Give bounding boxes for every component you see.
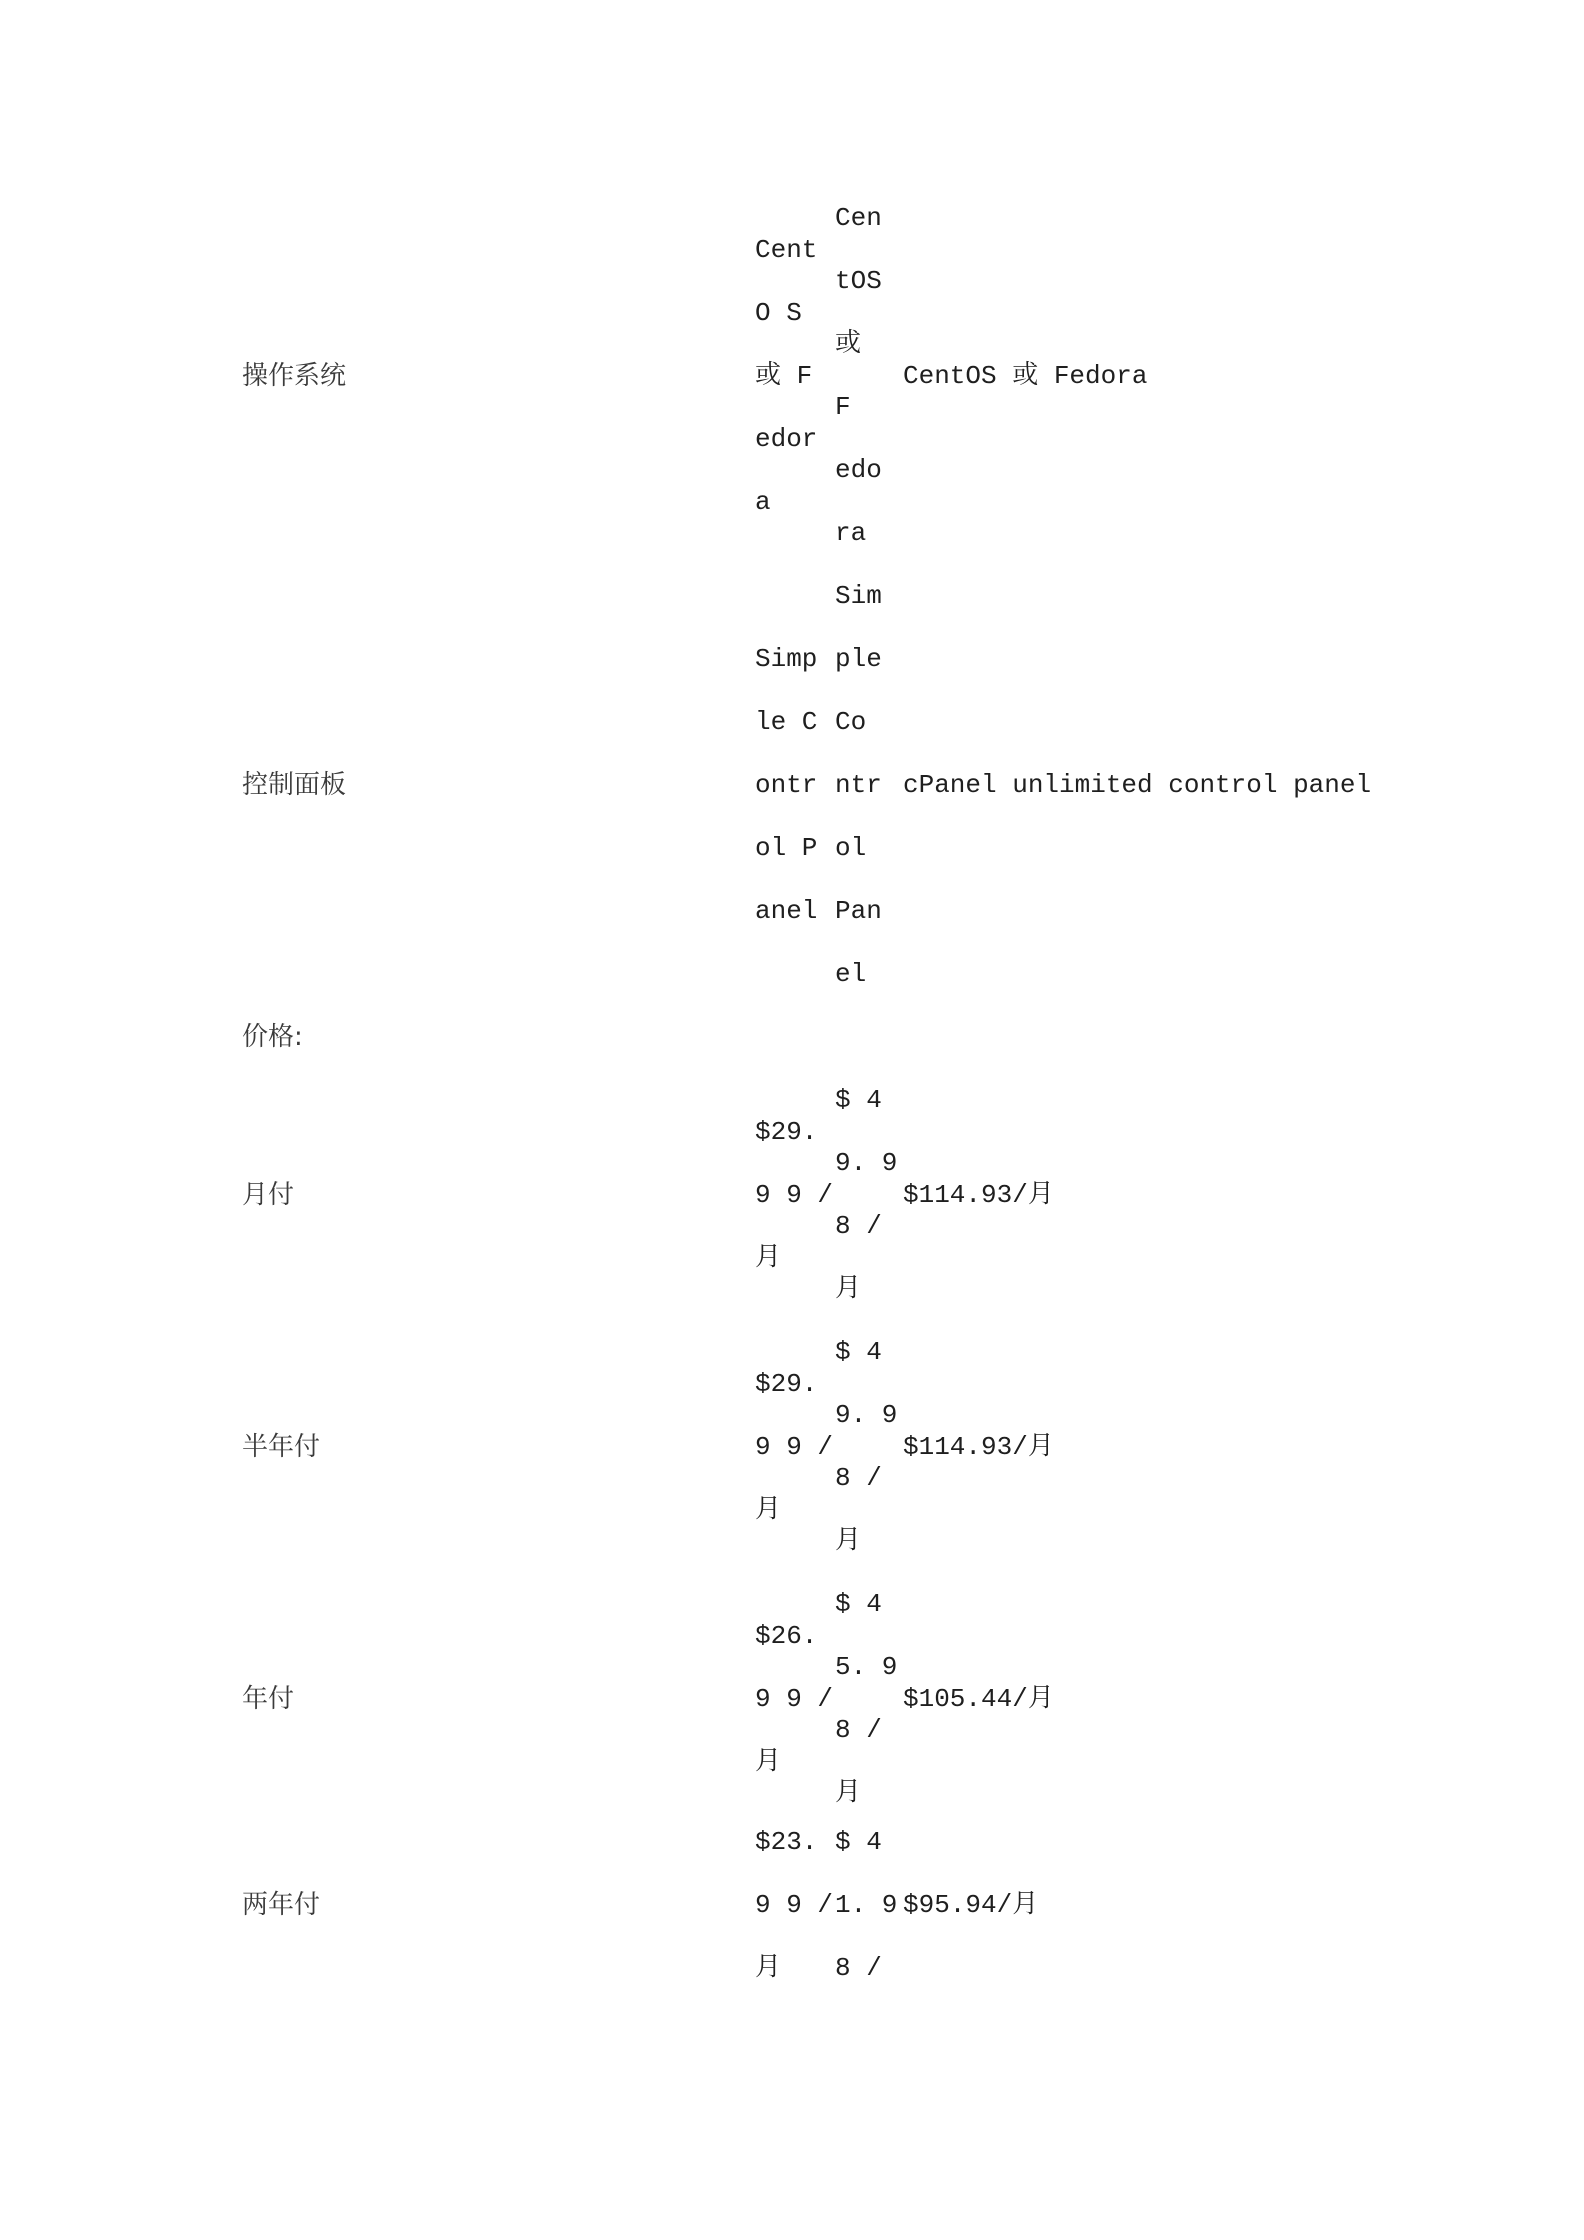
table-row-biennial bbox=[242, 1825, 1542, 1985]
cell-line: $23. bbox=[755, 1826, 818, 1857]
cell-line: el bbox=[835, 959, 867, 989]
plan3-cell bbox=[903, 1006, 1523, 1069]
cell-line: 5. 9 bbox=[835, 1652, 898, 1682]
cell-line: anel bbox=[755, 896, 818, 926]
plan3-cell bbox=[903, 1825, 1523, 1985]
plan3-cell bbox=[903, 1069, 1523, 1321]
plan3-cell bbox=[903, 1573, 1523, 1825]
row-label: 两年付 bbox=[242, 1889, 321, 1920]
cell-line: $ 4 bbox=[835, 1826, 882, 1857]
row-label: 月付 bbox=[242, 1179, 295, 1210]
cell-line: 月 bbox=[755, 1746, 782, 1777]
cell-line: 8 / bbox=[835, 1952, 882, 1983]
comparison-table bbox=[242, 187, 1542, 1985]
table-row-semiannual bbox=[242, 1321, 1542, 1573]
cell-line: ple bbox=[835, 644, 882, 674]
cell-line: $29. bbox=[755, 1116, 818, 1147]
cell-line: tOS bbox=[835, 266, 882, 296]
row-label-cell bbox=[242, 1006, 755, 1069]
plan2-cell bbox=[835, 1321, 903, 1573]
cell-line: 月 bbox=[755, 1952, 782, 1983]
table-row-os bbox=[242, 187, 1542, 565]
cell-line: 月 bbox=[835, 1526, 862, 1556]
cell-line: 9. 9 bbox=[835, 1400, 898, 1430]
cell-line: a bbox=[755, 486, 771, 517]
row-label: 年付 bbox=[242, 1683, 295, 1714]
cell-line: 9. 9 bbox=[835, 1148, 898, 1178]
cell-line: O S bbox=[755, 297, 802, 328]
row-label: 操作系统 bbox=[242, 360, 347, 391]
cell-line: ontr bbox=[755, 770, 818, 800]
cell-line: ra bbox=[835, 518, 867, 548]
cell-line: 1. 9 bbox=[835, 1889, 898, 1920]
cell-line: 8 / bbox=[835, 1211, 882, 1241]
cell-line: Pan bbox=[835, 896, 882, 926]
plan1-cell bbox=[755, 1573, 835, 1825]
row-label: 价格: bbox=[242, 1022, 303, 1052]
row-label: 控制面板 bbox=[242, 770, 347, 800]
cell-line: CentOS 或 Fedora bbox=[903, 360, 1148, 391]
row-label-cell bbox=[242, 1069, 755, 1321]
cell-line: edor bbox=[755, 423, 818, 454]
cell-line: 9 9 / bbox=[755, 1889, 834, 1920]
cell-line: 8 / bbox=[835, 1463, 882, 1493]
plan3-cell bbox=[903, 1321, 1523, 1573]
cell-line: 8 / bbox=[835, 1715, 882, 1745]
cell-line: $29. bbox=[755, 1368, 818, 1399]
cell-line: edo bbox=[835, 455, 882, 485]
cell-line: 月 bbox=[835, 1778, 862, 1808]
cell-line: Cen bbox=[835, 203, 882, 233]
plan1-cell bbox=[755, 187, 835, 565]
table-row-annual bbox=[242, 1573, 1542, 1825]
plan2-cell bbox=[835, 187, 903, 565]
cell-line: $26. bbox=[755, 1620, 818, 1651]
plan1-cell bbox=[755, 1825, 835, 1985]
cell-line: $ 4 bbox=[835, 1337, 882, 1367]
plan1-cell bbox=[755, 1006, 835, 1069]
cell-line: 或 F bbox=[755, 360, 813, 391]
cell-line: 月 bbox=[835, 1274, 862, 1304]
cell-line: 9 9 / bbox=[755, 1431, 834, 1462]
plan1-cell bbox=[755, 1321, 835, 1573]
cell-line: ntr bbox=[835, 770, 882, 800]
cell-line: cPanel unlimited control panel bbox=[903, 770, 1372, 800]
cell-line: 9 9 / bbox=[755, 1683, 834, 1714]
table-row-control-panel bbox=[242, 565, 1542, 1006]
cell-line: le C bbox=[755, 707, 818, 737]
cell-line: $95.94/月 bbox=[903, 1889, 1039, 1920]
cell-line: Cent bbox=[755, 234, 818, 265]
row-label-cell bbox=[242, 187, 755, 565]
plan2-cell bbox=[835, 565, 903, 1006]
plan1-cell bbox=[755, 1069, 835, 1321]
row-label: 半年付 bbox=[242, 1431, 321, 1462]
table-row-monthly bbox=[242, 1069, 1542, 1321]
row-label-cell bbox=[242, 1573, 755, 1825]
cell-line: Simp bbox=[755, 644, 818, 674]
table-row-price-header bbox=[242, 1006, 1542, 1069]
cell-line: 或 bbox=[835, 329, 862, 359]
cell-line: ol bbox=[835, 833, 867, 863]
plan2-cell bbox=[835, 1069, 903, 1321]
plan3-cell bbox=[903, 187, 1523, 565]
cell-line: 9 9 / bbox=[755, 1179, 834, 1210]
row-label-cell bbox=[242, 1321, 755, 1573]
row-label-cell bbox=[242, 565, 755, 1006]
plan3-cell bbox=[903, 565, 1523, 1006]
cell-line: $ 4 bbox=[835, 1589, 882, 1619]
plan2-cell bbox=[835, 1006, 903, 1069]
cell-line: $114.93/月 bbox=[903, 1431, 1054, 1462]
cell-line: F bbox=[835, 392, 851, 422]
cell-line: 月 bbox=[755, 1242, 782, 1273]
plan2-cell bbox=[835, 1825, 903, 1985]
cell-line: Sim bbox=[835, 581, 882, 611]
cell-line: $105.44/月 bbox=[903, 1683, 1054, 1714]
plan2-cell bbox=[835, 1573, 903, 1825]
row-label-cell bbox=[242, 1825, 755, 1985]
cell-line: $ 4 bbox=[835, 1085, 882, 1115]
cell-line: Co bbox=[835, 707, 867, 737]
cell-line: ol P bbox=[755, 833, 818, 863]
cell-line: $114.93/月 bbox=[903, 1179, 1054, 1210]
cell-line: 月 bbox=[755, 1494, 782, 1525]
plan1-cell bbox=[755, 565, 835, 1006]
